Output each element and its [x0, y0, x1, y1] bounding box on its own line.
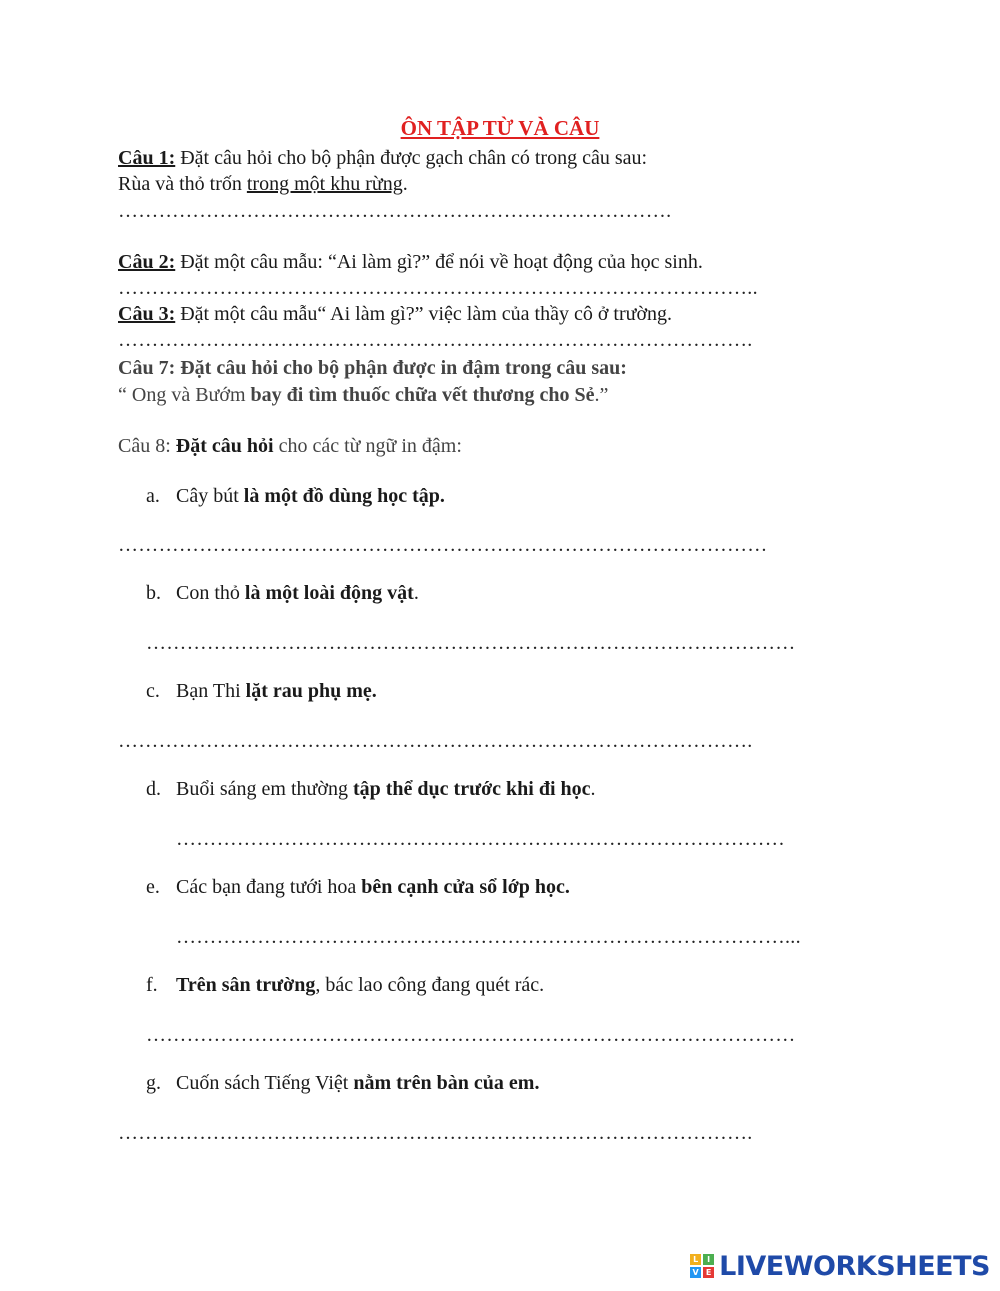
item-bold: bên cạnh cửa sổ lớp học.	[361, 876, 570, 898]
question-3-prompt: Đặt một câu mẫu“ Ai làm gì?” việc làm của thầy cô ở trường.	[175, 303, 673, 325]
item-letter: e.	[146, 876, 160, 898]
question-1-prompt: Đặt câu hỏi cho bộ phận được gạch chân có trong câu sau:	[175, 147, 648, 169]
logo-square: I	[703, 1254, 714, 1265]
sentence-text: Rùa và thỏ trốn	[118, 173, 247, 195]
item-g	[146, 1071, 539, 1095]
item-b	[146, 581, 419, 605]
sentence-end: .	[402, 173, 408, 195]
item-letter: f.	[146, 974, 158, 996]
question-3-label: Câu 3:	[118, 303, 176, 325]
item-end: , bác lao công đang quét rác.	[315, 974, 545, 996]
item-d-answer-line[interactable]: ………………………………………………………………………………	[176, 828, 785, 850]
item-letter: c.	[146, 680, 160, 702]
item-bold: tập thể dục trước khi đi học	[352, 778, 591, 800]
item-e	[146, 875, 570, 899]
question-8-bold: Đặt câu hỏi	[175, 435, 274, 457]
item-c	[146, 679, 377, 703]
question-1	[118, 146, 647, 170]
item-f	[146, 973, 544, 997]
question-1-label: Câu 1:	[118, 147, 176, 169]
question-1-answer-line[interactable]: ……………………………………………………………………….	[118, 200, 672, 222]
item-f-answer-line[interactable]: ……………………………………………………………………………………	[146, 1024, 796, 1046]
question-8	[118, 434, 462, 458]
item-text: Các bạn đang tưới hoa	[176, 876, 362, 898]
item-end: .	[413, 582, 419, 604]
logo-mark-icon	[689, 1253, 715, 1279]
logo-square: L	[690, 1254, 701, 1265]
item-bold: nằm trên bàn của em.	[353, 1072, 540, 1094]
item-text: Bạn Thi	[176, 680, 246, 702]
item-text: Cây bút	[176, 485, 244, 507]
item-a-answer-line[interactable]: ……………………………………………………………………………………	[118, 534, 768, 556]
item-d	[146, 777, 596, 801]
underlined-phrase: trong một khu rừng	[246, 173, 403, 195]
item-e-answer-line[interactable]: ………………………………………………………………………………...	[176, 926, 801, 948]
question-2-label: Câu 2:	[118, 251, 176, 273]
sentence-text: “ Ong và Bướm	[118, 384, 251, 406]
item-b-answer-line[interactable]: ……………………………………………………………………………………	[146, 632, 796, 654]
item-text: Cuốn sách Tiếng Việt	[176, 1072, 354, 1094]
item-letter: a.	[146, 485, 160, 507]
question-3-answer-line[interactable]: ………………………………………………………………………………….	[118, 329, 753, 351]
item-text: Buổi sáng em thường	[176, 778, 353, 800]
item-text: Con thỏ	[176, 582, 245, 604]
item-c-answer-line[interactable]: ………………………………………………………………………………….	[118, 730, 753, 752]
item-letter: d.	[146, 778, 161, 800]
item-bold: là một đồ dùng học tập.	[243, 485, 445, 507]
item-bold: là một loài động vật	[244, 582, 414, 604]
logo-square: V	[690, 1267, 701, 1278]
page-title: ÔN TẬP TỪ VÀ CÂU	[400, 116, 600, 140]
item-end: .	[590, 778, 596, 800]
item-g-answer-line[interactable]: ………………………………………………………………………………….	[118, 1122, 753, 1144]
item-a	[146, 484, 445, 508]
bold-phrase: bay đi tìm thuốc chữa vết thương cho Sẻ	[250, 384, 595, 406]
question-2	[118, 250, 703, 274]
item-letter: b.	[146, 582, 161, 604]
question-2-answer-line[interactable]: …………………………………………………………………………………..	[118, 277, 758, 299]
question-3	[118, 302, 672, 326]
question-8-prompt: cho các từ ngữ in đậm:	[273, 435, 462, 457]
liveworksheets-logo	[689, 1251, 990, 1281]
question-8-label: Câu 8:	[118, 435, 176, 457]
item-letter: g.	[146, 1072, 161, 1094]
question-7-sentence	[118, 383, 608, 407]
sentence-end: .”	[594, 384, 609, 406]
item-bold: lặt rau phụ mẹ.	[245, 680, 377, 702]
logo-square: E	[703, 1267, 714, 1278]
logo-text: LIVEWORKSHEETS	[719, 1250, 990, 1282]
question-7-label: Câu 7: Đặt câu hỏi cho bộ phận được in đậm trong câu sau:	[118, 357, 627, 379]
question-1-sentence	[118, 172, 408, 196]
question-2-prompt: Đặt một câu mẫu: “Ai làm gì?” để nói về hoạt động của học sinh.	[175, 251, 703, 273]
item-bold: Trên sân trường	[176, 974, 316, 996]
